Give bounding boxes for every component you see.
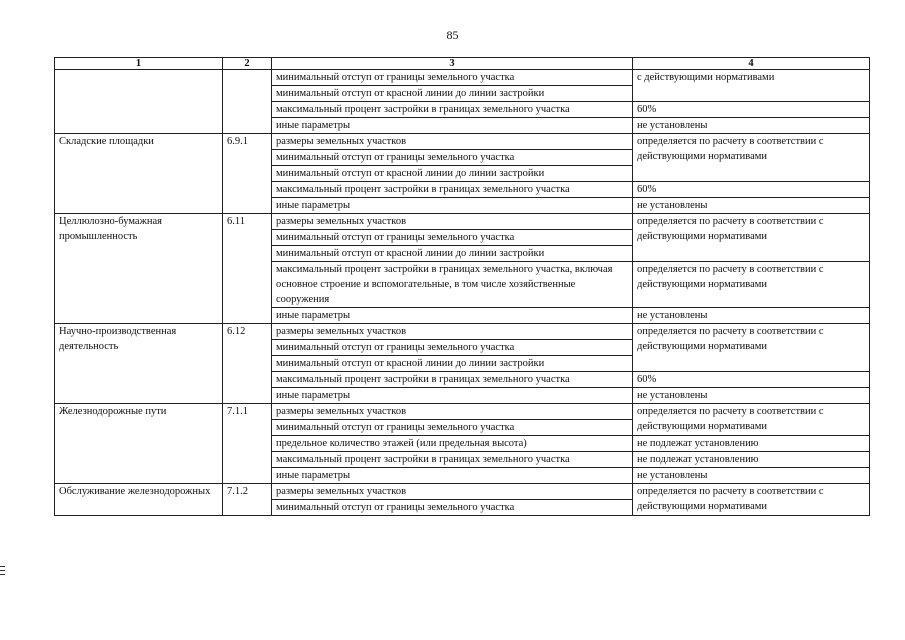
cell-use-name bbox=[55, 70, 223, 134]
cell-value: 60% bbox=[633, 102, 870, 118]
cell-value: определяется по расчету в соответствии с действующими нормативами bbox=[633, 324, 870, 372]
cell-value: не установлены bbox=[633, 468, 870, 484]
cell-use-code: 6.12 bbox=[223, 324, 272, 404]
cell-parameter: максимальный процент застройки в границах земельного участка bbox=[272, 102, 633, 118]
cell-parameter: минимальный отступ от границы земельного участка bbox=[272, 420, 633, 436]
column-header: 4 bbox=[633, 58, 870, 70]
cell-value: не установлены bbox=[633, 308, 870, 324]
cell-parameter: минимальный отступ от границы земельного участка bbox=[272, 500, 633, 516]
cell-parameter: иные параметры bbox=[272, 198, 633, 214]
cell-parameter: размеры земельных участков bbox=[272, 214, 633, 230]
cell-value: 60% bbox=[633, 372, 870, 388]
cell-parameter: размеры земельных участков bbox=[272, 484, 633, 500]
cell-use-code: 6.11 bbox=[223, 214, 272, 324]
table-row bbox=[55, 134, 870, 150]
page-number: 85 bbox=[446, 28, 459, 42]
cell-value: не подлежат установлению bbox=[633, 452, 870, 468]
margin-mark bbox=[0, 566, 5, 575]
cell-use-name: Целлюлозно-бумажная промышленность bbox=[55, 214, 223, 324]
table-row bbox=[55, 70, 870, 86]
cell-use-name: Обслуживание железнодорожных bbox=[55, 484, 223, 516]
cell-value: определяется по расчету в соответствии с действующими нормативами bbox=[633, 262, 870, 308]
cell-parameter: иные параметры bbox=[272, 468, 633, 484]
cell-parameter: максимальный процент застройки в границах земельного участка bbox=[272, 182, 633, 198]
cell-value: определяется по расчету в соответствии с действующими нормативами bbox=[633, 214, 870, 262]
cell-parameter: минимальный отступ от красной линии до линии застройки bbox=[272, 166, 633, 182]
cell-parameter: иные параметры bbox=[272, 388, 633, 404]
cell-parameter: максимальный процент застройки в границах земельного участка bbox=[272, 372, 633, 388]
cell-use-code: 7.1.2 bbox=[223, 484, 272, 516]
cell-parameter: размеры земельных участков bbox=[272, 134, 633, 150]
table-row bbox=[55, 484, 870, 500]
cell-use-code bbox=[223, 70, 272, 134]
column-header: 2 bbox=[223, 58, 272, 70]
cell-value: 60% bbox=[633, 182, 870, 198]
cell-parameter: минимальный отступ от границы земельного участка bbox=[272, 230, 633, 246]
cell-use-name: Научно-производственная деятельность bbox=[55, 324, 223, 404]
cell-parameter: минимальный отступ от красной линии до линии застройки bbox=[272, 246, 633, 262]
column-header: 3 bbox=[272, 58, 633, 70]
cell-value: не установлены bbox=[633, 118, 870, 134]
cell-value: определяется по расчету в соответствии с действующими нормативами bbox=[633, 404, 870, 436]
cell-value: с действующими нормативами bbox=[633, 70, 870, 102]
regulations-table bbox=[54, 57, 870, 516]
cell-use-code: 6.9.1 bbox=[223, 134, 272, 214]
cell-parameter: иные параметры bbox=[272, 118, 633, 134]
cell-parameter: иные параметры bbox=[272, 308, 633, 324]
cell-value: не подлежат установлению bbox=[633, 436, 870, 452]
cell-value: определяется по расчету в соответствии с действующими нормативами bbox=[633, 484, 870, 516]
table-row bbox=[55, 214, 870, 230]
cell-parameter: минимальный отступ от красной линии до линии застройки bbox=[272, 356, 633, 372]
cell-value: не установлены bbox=[633, 198, 870, 214]
cell-use-code: 7.1.1 bbox=[223, 404, 272, 484]
cell-parameter: размеры земельных участков bbox=[272, 404, 633, 420]
cell-parameter: предельное количество этажей (или предельная высота) bbox=[272, 436, 633, 452]
cell-use-name: Железнодорожные пути bbox=[55, 404, 223, 484]
cell-use-name: Складские площадки bbox=[55, 134, 223, 214]
cell-parameter: максимальный процент застройки в границах земельного участка, включая основное строение и вспомогательные, в том числе хозяйственные сооружения bbox=[272, 262, 633, 308]
cell-parameter: минимальный отступ от границы земельного участка bbox=[272, 150, 633, 166]
cell-parameter: максимальный процент застройки в границах земельного участка bbox=[272, 452, 633, 468]
table-row bbox=[55, 324, 870, 340]
cell-parameter: минимальный отступ от границы земельного участка bbox=[272, 340, 633, 356]
column-header: 1 bbox=[55, 58, 223, 70]
cell-parameter: минимальный отступ от красной линии до линии застройки bbox=[272, 86, 633, 102]
table-row bbox=[55, 404, 870, 420]
cell-parameter: размеры земельных участков bbox=[272, 324, 633, 340]
table-header-row bbox=[55, 58, 870, 70]
cell-parameter: минимальный отступ от границы земельного участка bbox=[272, 70, 633, 86]
cell-value: определяется по расчету в соответствии с действующими нормативами bbox=[633, 134, 870, 182]
cell-value: не установлены bbox=[633, 388, 870, 404]
